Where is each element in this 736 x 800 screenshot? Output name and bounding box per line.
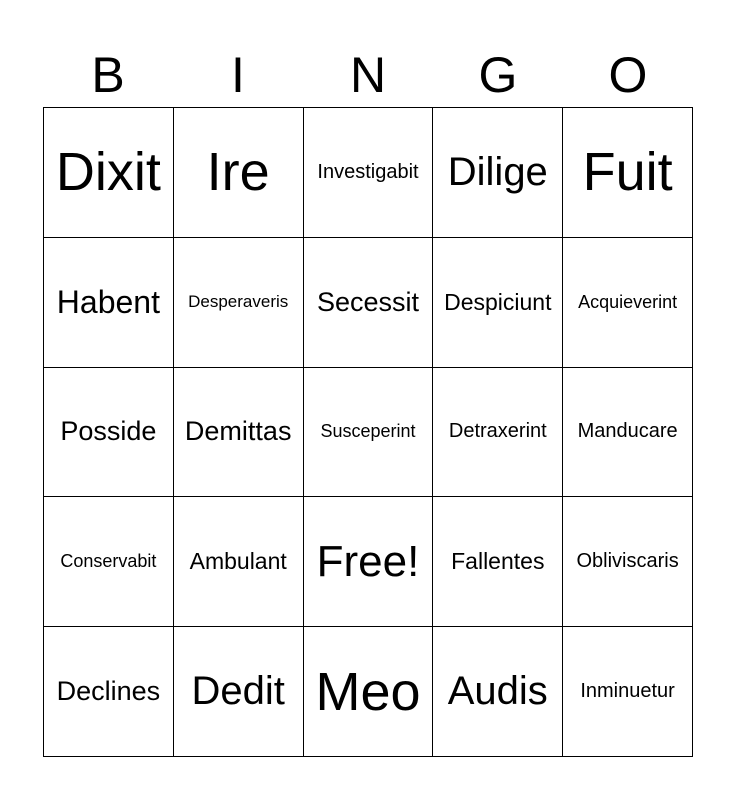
bingo-cell-r4-c2[interactable]: Ambulant xyxy=(174,497,304,627)
bingo-cell-r1-c3[interactable]: Investigabit xyxy=(304,108,434,238)
bingo-cell-r3-c2[interactable]: Demittas xyxy=(174,368,304,498)
bingo-cell-r1-c2[interactable]: Ire xyxy=(174,108,304,238)
bingo-cell-r4-c1[interactable]: Conservabit xyxy=(44,497,174,627)
bingo-cell-r3-c3[interactable]: Susceperint xyxy=(304,368,434,498)
bingo-cell-r1-c1[interactable]: Dixit xyxy=(44,108,174,238)
header-letter-n: N xyxy=(349,47,387,103)
bingo-cell-r3-c1[interactable]: Posside xyxy=(44,368,174,498)
bingo-cell-r2-c5[interactable]: Acquieverint xyxy=(563,238,693,368)
bingo-cell-r4-c5[interactable]: Obliviscaris xyxy=(563,497,693,627)
header-letter-i: I xyxy=(231,47,245,103)
bingo-cell-r2-c1[interactable]: Habent xyxy=(44,238,174,368)
bingo-cell-r1-c5[interactable]: Fuit xyxy=(563,108,693,238)
bingo-cell-r2-c3[interactable]: Secessit xyxy=(304,238,434,368)
bingo-cell-r2-c4[interactable]: Despiciunt xyxy=(433,238,563,368)
bingo-cell-r3-c5[interactable]: Manducare xyxy=(563,368,693,498)
bingo-cell-r5-c1[interactable]: Declines xyxy=(44,627,174,757)
bingo-cell-free[interactable]: Free! xyxy=(304,497,434,627)
bingo-cell-r5-c2[interactable]: Dedit xyxy=(174,627,304,757)
bingo-cell-r3-c4[interactable]: Detraxerint xyxy=(433,368,563,498)
bingo-cell-r2-c2[interactable]: Desperaveris xyxy=(174,238,304,368)
header-letter-g: G xyxy=(478,47,518,103)
bingo-cell-r4-c4[interactable]: Fallentes xyxy=(433,497,563,627)
bingo-cell-r5-c3[interactable]: Meo xyxy=(304,627,434,757)
bingo-cell-r5-c4[interactable]: Audis xyxy=(433,627,563,757)
bingo-cell-r1-c4[interactable]: Dilige xyxy=(433,108,563,238)
bingo-board xyxy=(43,107,693,757)
bingo-cell-r5-c5[interactable]: Inminuetur xyxy=(563,627,693,757)
header-letter-b: B xyxy=(91,47,125,103)
bingo-header xyxy=(43,44,693,106)
header-letter-o: O xyxy=(608,47,648,103)
